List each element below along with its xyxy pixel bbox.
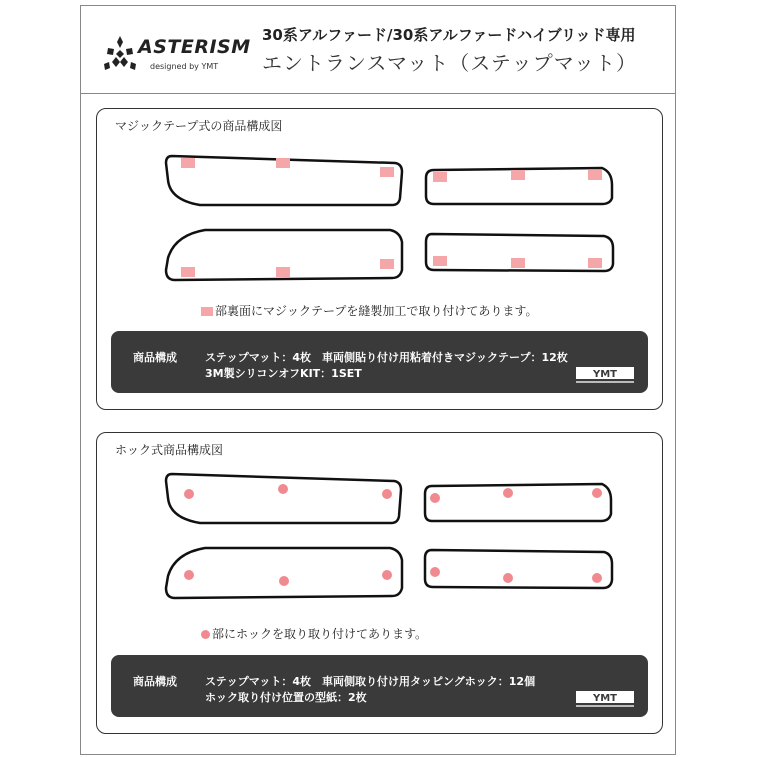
hook-contents-label: 商品構成 xyxy=(133,675,177,688)
page-title: 30系アルファード/30系アルファードハイブリッド専用 xyxy=(262,26,636,44)
brand-sub: designed by YMT xyxy=(150,62,219,71)
hook-contents-line1: ステップマット：4枚 車両側取り付け用タッピングホック：12個 xyxy=(205,675,536,688)
page-subtitle: エントランスマット（ステップマット） xyxy=(262,51,637,75)
svg-text:YMT: YMT xyxy=(592,369,618,380)
magic-panel-title: マジックテープ式の商品構成図 xyxy=(115,119,283,133)
velcro-markers xyxy=(181,158,602,277)
magic-note: 部裏面にマジックテープを縫製加工で取り付けてあります。 xyxy=(201,302,537,319)
hook-mat-rear-right xyxy=(425,550,612,588)
brand-name: ASTERISM xyxy=(138,36,251,58)
magic-contents-line2: 3M製シリコンオフKIT：1SET xyxy=(205,367,362,380)
hook-mat-front-right xyxy=(425,484,611,521)
svg-text:YMT: YMT xyxy=(592,693,618,704)
hook-contents-line2: ホック取り付け位置の型紙：2枚 xyxy=(205,691,367,704)
hook-markers xyxy=(184,484,602,586)
hook-mat-front-left xyxy=(166,474,401,523)
hook-note: 部にホックを取り取り付けてあります。 xyxy=(201,625,427,642)
hook-panel-title: ホック式商品構成図 xyxy=(115,443,224,457)
magic-contents-label: 商品構成 xyxy=(133,351,177,364)
magic-contents-line1: ステップマット：4枚 車両側貼り付け用粘着付きマジックテープ：12枚 xyxy=(205,351,568,364)
hook-mat-rear-left xyxy=(166,548,402,598)
